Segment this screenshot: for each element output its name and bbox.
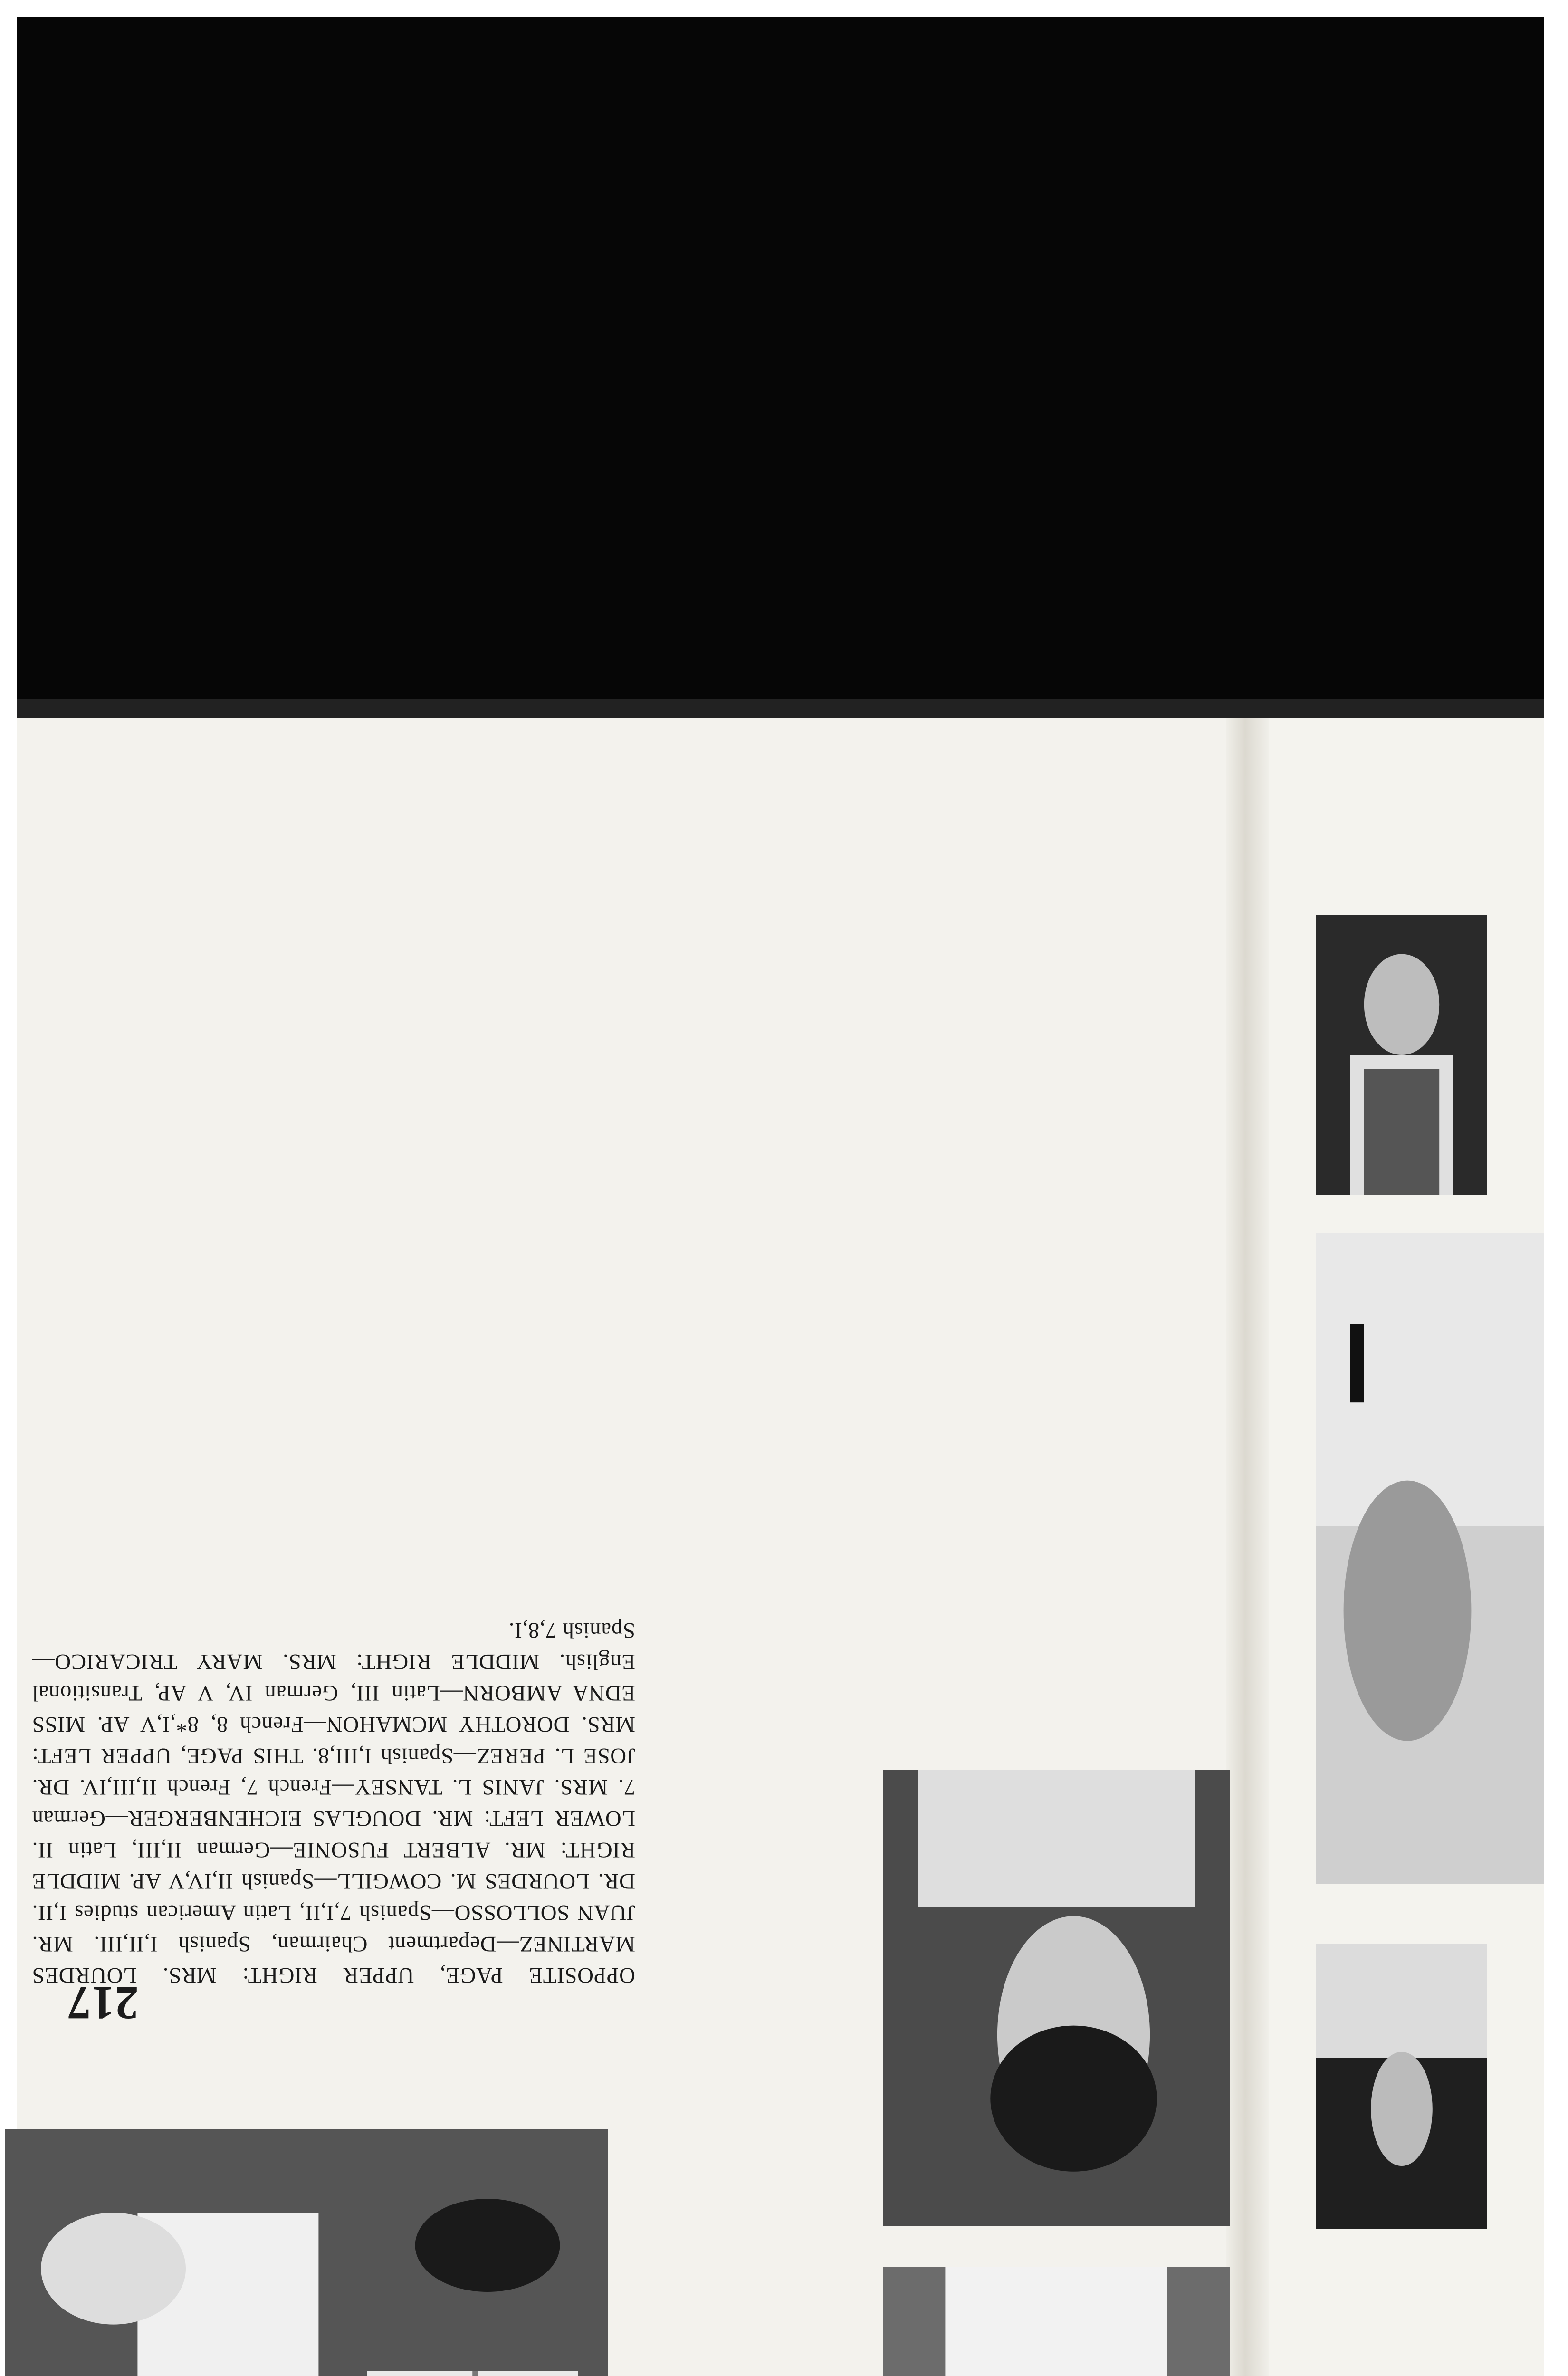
page-number: 217: [67, 1977, 139, 2030]
adjacent-photo-middle: [1316, 1233, 1544, 1884]
adjacent-page: [1269, 718, 1544, 2376]
photo-teacher-pearls: [883, 2267, 1230, 2376]
photo-teacher-classroom: [5, 2129, 608, 2376]
yearbook-page-217: [17, 718, 1233, 2376]
adjacent-photo-top: [1316, 915, 1487, 1195]
adjacent-photo-bottom: [1316, 1944, 1487, 2229]
photo-teacher-portrait: [883, 1770, 1230, 2226]
cover-edge: [17, 699, 1544, 718]
dark-book-cover: [17, 17, 1544, 715]
faculty-caption: OPPOSITE PAGE, UPPER RIGHT: MRS. LOURDES MARTINEZ—Department Chairman, Spanish I,II,III. MR. JUAN SOLLOSSO—Spanish 7,I,II, Latin American studies I,II. DR. LOURDES M. COWGILL—Spanish II,IV,V AP. MIDDLE RIGHT: MR. ALBERT FUSONIE—German II,III, Latin II. LOWER LEFT: MR. DOUGLAS EICHENBERGER—German 7. MRS. JANIS L. TANSEY—French 7, French II,III,IV. DR. JOSE L. PEREZ—Spanish I,III,8. THIS PAGE, UPPER LEFT: MRS. DOROTHY MCMAHON—French 8, 8*,I,V AP. MISS EDNA AMBORN—Latin III, German IV, V AP, Transitional English. MIDDLE RIGHT: MRS. MARY TRICARICO—Spanish 7,8,I.: [32, 1618, 635, 1988]
